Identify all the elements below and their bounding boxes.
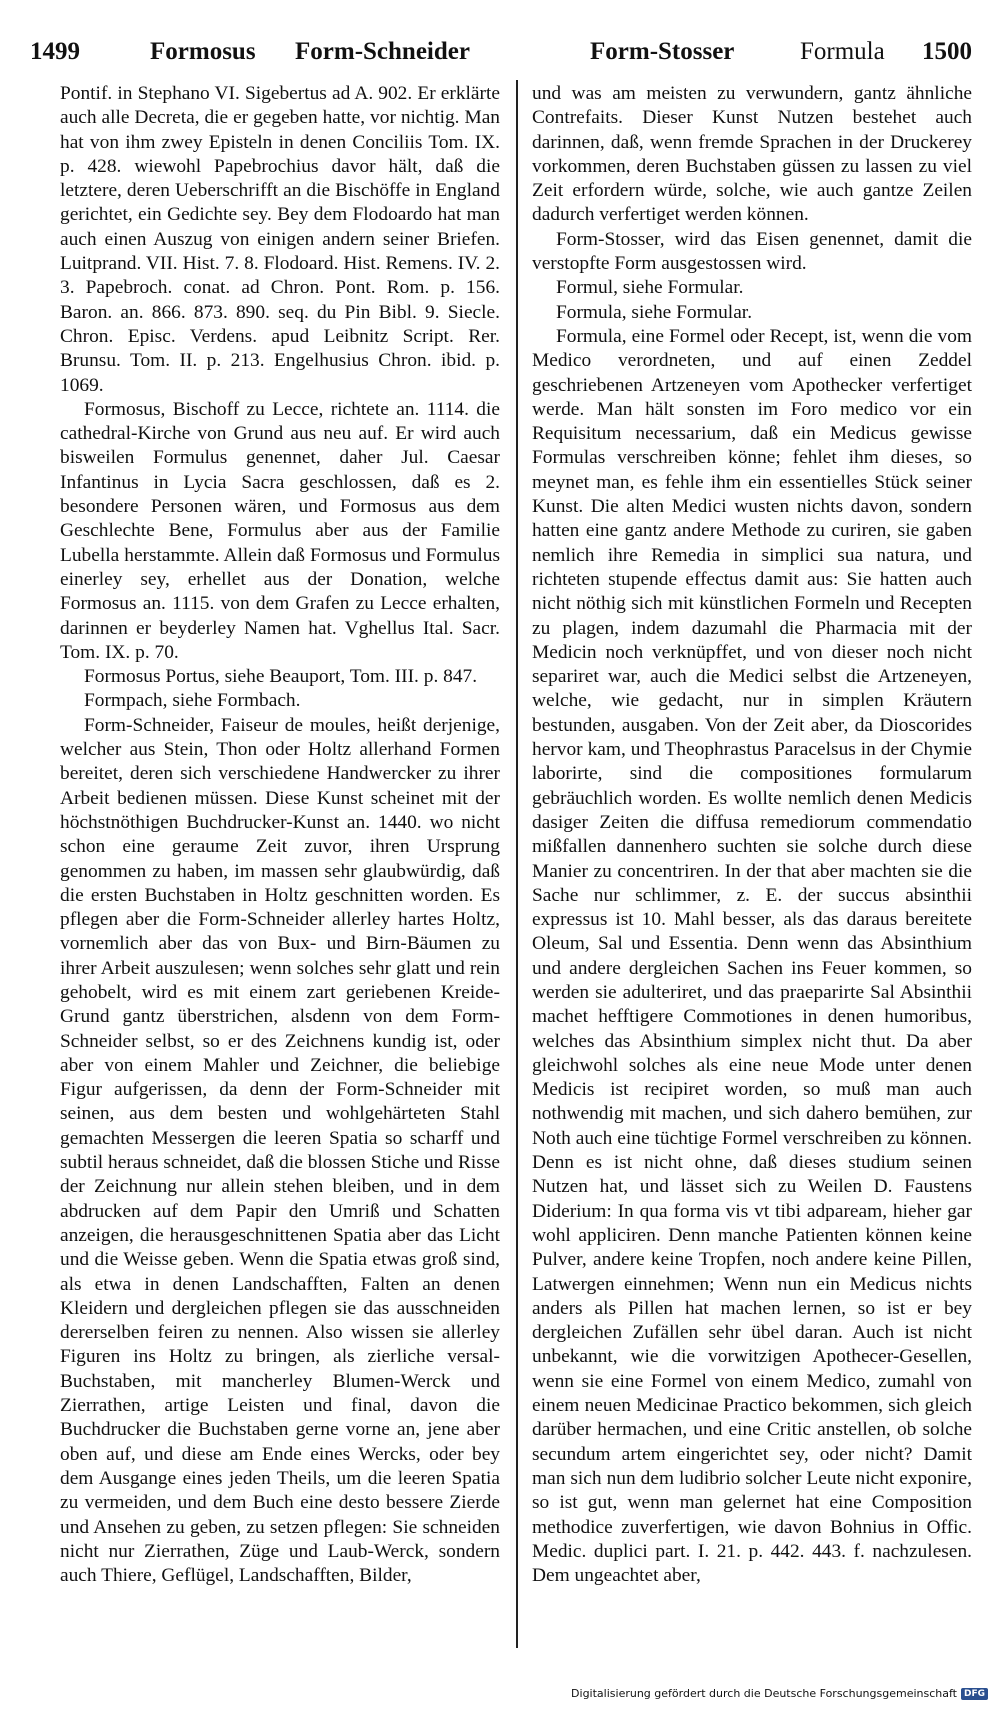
paragraph-form-stosser: Form-Stosser, wird das Eisen genennet, damit die verstopfte Form ausgestossen wird. bbox=[532, 228, 972, 275]
paragraph-form-schneider-continued: und was am meisten zu verwundern, gantz ähnliche Contrefaits. Dieser Kunst Nutzen bestehet auch darinnen, daß, wenn fremde Sprachen in der Druckerey vorkommen, deren Buchstaben güssen zu lassen zu viel Zeit erfordern würde, solche, wie auch gantze Zeilen dadurch verfertiget werden können. bbox=[532, 83, 972, 226]
running-head-formula: Formula bbox=[800, 38, 885, 65]
paragraph-formosus-continued: Pontif. in Stephano VI. Sigebertus ad A. 902. Er erklärte auch alle Decreta, die er gegeben hatte, vor nichtig. Man hat von ihm zwey Episteln in denen Conciliis Tom. IX. p. 428. wiewohl Papebrochius davor hält, daß die letztere, deren Ueberschrifft an die Bischöffe in England gerichtet, ein Gedichte sey. Bey dem Flodoardo hat man auch einen Auszug von einigen andern seiner Briefen. Luitprand. VII. Hist. 7. 8. Flodoard. Hist. Remens. IV. 2. 3. Papebroch. conat. ad Chron. Pont. Rom. p. 156. Baron. an. 866. 873. 890. seq. du Pin Bibl. 9. Siecle. Chron. Episc. Verdens. apud Leibnitz Script. Rer. Brunsu. Tom. II. p. 213. Engelhusius Chron. ibid. p. 1069. bbox=[60, 83, 500, 396]
paragraph-formula: Formula, eine Formel oder Recept, ist, wenn die vom Medico verordneten, und auf einen Zeddel geschriebenen Artzeneyen vom Apothecker verfertiget werde. Man hält sonsten im Foro medico vor ein Requisitum necessarium, daß ein Medicus gewisse Formulas verschreiben könne; fehlet ihm dieses, so meynet man, es fehle ihm ein essentielles Stück seiner Kunst. Die alten Medici wusten nichts davon, sondern hatten eine gantz andere Methode zu curiren, sie gaben nemlich ihre Remedia in simplici sua natura, und richteten stupende effectus damit aus: Sie hatten auch nicht nöthig sich mit künstlichen Formeln und Recepten zu plagen, indem dazumahl die Pharmacia mit der Medicin noch verknüpffet, und von dieser noch nicht separiret war, auch die Medici selbst die Artzeneyen, welche, wie gedacht, nur in simplen Kräutern bestunden, ausgaben. Von der Zeit aber, da Dioscorides hervor kam, und Theophrastus Paracelsus in der Chymie laborirte, sind die compositiones formularum gebräuchlich worden. Es wollte nemlich denen Medicis dasiger Zeiten die diffusa remediorum commendatio mißfallen dannenhero suchten sie solche durch diese Manier zu concentriren. In der that aber machten sie die Sache nur schlimmer, z. E. der succus absinthii expressus ist 10. Mahl besser, als das daraus bereitete Oleum, Sal und Essentia. Denn wenn das Absinthium und andere dergleichen Sachen ins Feuer kommen, so werden sie adulteriret, und das praeparirte Sal Absinthii machet hefftigere Commotiones in denen humoribus, welches das Absinthium simplex nicht thut. Da aber gleichwohl solches als eine neue Mode unter denen Medicis ist recipiret worden, so muß man auch nothwendig mit machen, und sich dahero bemühen, zur Noth auch eine tüchtige Formel verschreiben zu können. Denn es ist nicht ohne, daß dieses studium seinen Nutzen hat, und lässet sich zu Weilen D. Faustens Diderium: In qua forma vis vt tibi adpaream, hieher gar wohl appliciren. Denn manche Patienten können keine Pulver, andere keine Tropfen, noch andere keine Pillen, Latwergen einnehmen; Wenn nun ein Medicus nichts anders als Pillen hat machen lernen, so ist er bey dergleichen Zufällen sehr übel daran. Auch ist nicht unbekannt, wie die vorwitzigen Apothecer-Gesellen, wenn sie eine Formel von einem Medico, zumahl von einem neuen Medicinae Practico bekommen, sich gleich darüber hermachen, und eine Critic anstellen, ob solche secundum artem eingerichtet sey, oder nicht? Damit man sich nun dem ludibrio solcher Leute nicht exponire, so ist gut, wenn man gelernet hat eine Composition methodice zuverfertigen, wie davon Bohnius in Offic. Medic. duplici part. I. 21. p. 442. 443. f. nachzulesen. Dem ungeachtet aber, bbox=[532, 325, 972, 1587]
running-head-form-schneider: Form-Schneider bbox=[295, 38, 470, 65]
right-column bbox=[532, 82, 972, 1642]
paragraph-form-schneider: Form-Schneider, Faiseur de moules, heißt derjenige, welcher aus Stein, Thon oder Holtz allerhand Formen bereitet, deren sich verschiedene Handwercker zu ihrer Arbeit bedienen müssen. Diese Kunst scheinet mit der höchstnöthigen Buchdrucker-Kunst an. 1440. wo nicht schon eine geraume Zeit zuvor, ihren Ursprung genommen zu haben, im massen sehr glaubwürdig, daß die ersten Buchstaben in Holtz geschnitten worden. Es pflegen aber die Form-Schneider allerley hartes Holtz, vornemlich aber das von Bux- und Birn-Bäumen zu ihrer Arbeit auszulesen; wenn solches sehr glatt und rein gehobelt, wird es mit einem zart geriebenen Kreide-Grund gantz überstrichen, alsdenn von dem Form-Schneider selbst, so er des Zeichnens kundig ist, oder aber von einem Mahler und Zeichner, die beliebige Figur aufgerissen, da denn der Form-Schneider mit seinen, aus dem besten und wohlgehärteten Stahl gemachten Messergen die leeren Spatia so scharff und subtil heraus schneidet, daß die blossen Stiche und Risse der Zeichnung nur allein stehen bleiben, und in dem abdrucken auf dem Papir den Umriß und Schatten anzeigen, die herausgeschnittenen Spatia aber das Licht und die Weisse geben. Wenn die Spatia etwas groß sind, als etwa in denen Landschafften, Falten an denen Kleidern und dergleichen pflegen sie das ausschneiden dererselben feiren zu nennen. Also wissen sie allerley Figuren ins Holtz zu bringen, als zierliche versal-Buchstaben, mit mancherley Blumen-Werck und Zierrathen, artige Leisten und final, davon die Buchdrucker die Buchstaben gerne vorne an, jene aber oben auf, und diese am Ende eines Wercks, oder bey dem Ausgange eines jeden Theils, um die leeren Spatia zu vermeiden, und dem Buch eine desto bessere Zierde und Ansehen zu geben, zu setzen pflegen: Sie schneiden nicht nur Zierrathen, Züge und Laub-Werck, sondern auch Thiere, Geflügel, Landschafften, Bilder, bbox=[60, 714, 500, 1587]
digitization-footer bbox=[571, 1687, 988, 1700]
running-head-formosus: Formosus bbox=[150, 38, 256, 65]
page-number-left: 1499 bbox=[30, 38, 80, 65]
left-column bbox=[60, 82, 500, 1642]
footer-text: Digitalisierung gefördert durch die Deutsche Forschungsgemeinschaft bbox=[571, 1687, 957, 1700]
paragraph-formosus-portus: Formosus Portus, siehe Beauport, Tom. III. p. 847. bbox=[84, 666, 478, 688]
page-header bbox=[30, 38, 972, 78]
paragraph-formpach: Formpach, siehe Formbach. bbox=[84, 690, 301, 712]
page-number-right: 1500 bbox=[922, 38, 972, 65]
paragraph-formosus-lecce: Formosus, Bischoff zu Lecce, richtete an. 1114. die cathedral-Kirche von Grund aus neu auf. Er wird auch bisweilen Formulus genennet, daher Jul. Caesar Infantinus in Lycia Sacra geschlossen, daß es 2. besondere Personen wären, und Formosus aus dem Geschlechte Bene, Formulus aber aus der Familie Lubella herstammte. Allein daß Formosus und Formulus einerley sey, erhellet aus der Donation, welche Formosus an. 1115. von dem Grafen zu Lecce erhalten, darinnen er beyderley Namen hat. Vghellus Ital. Sacr. Tom. IX. p. 70. bbox=[60, 398, 500, 663]
running-head-form-stosser: Form-Stosser bbox=[590, 38, 735, 65]
paragraph-formul: Formul, siehe Formular. bbox=[556, 277, 744, 299]
paragraph-formula-ref: Formula, siehe Formular. bbox=[556, 301, 753, 323]
column-divider bbox=[516, 80, 518, 1648]
dfg-logo-icon: DFG bbox=[961, 1688, 988, 1700]
